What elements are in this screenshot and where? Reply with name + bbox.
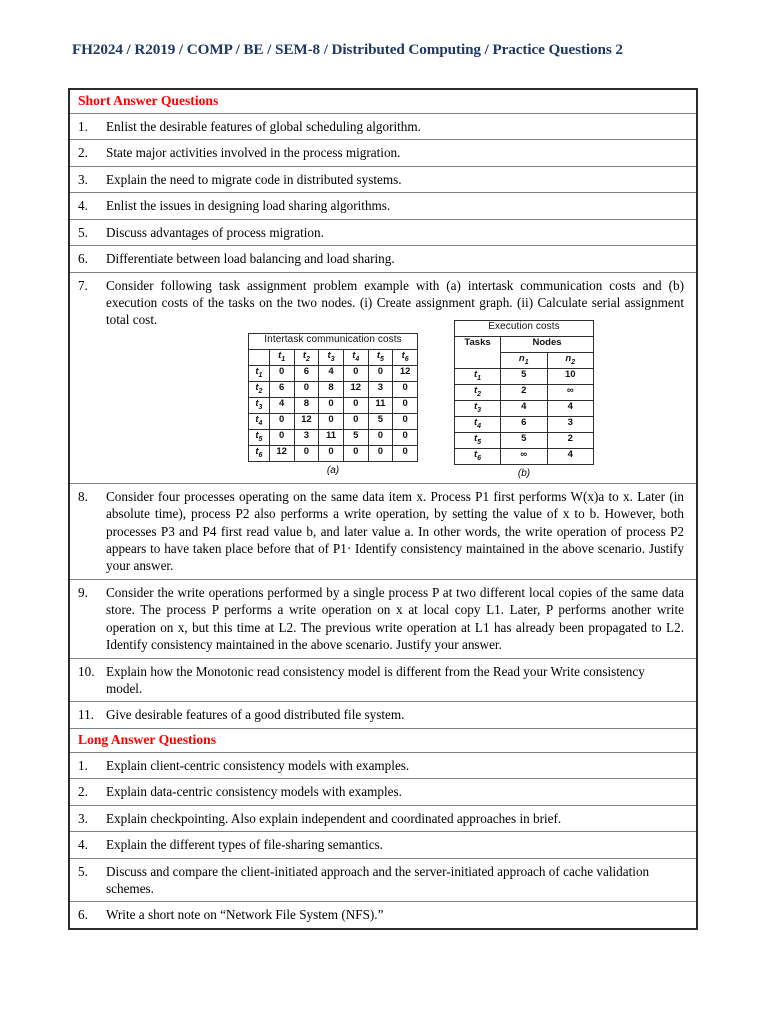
- table-row: [69, 246, 697, 272]
- cell: 0: [393, 381, 418, 397]
- question-text: Enlist the desirable features of global scheduling algorithm.: [106, 118, 421, 134]
- question-number: 11.: [78, 707, 94, 723]
- question-cell: [69, 140, 697, 166]
- cell: 5: [501, 368, 547, 384]
- cell: 0: [269, 365, 294, 381]
- table-row: [69, 752, 697, 778]
- cell: 0: [368, 429, 393, 445]
- table-row: [455, 320, 594, 336]
- table-row: [69, 140, 697, 166]
- table-row: [455, 432, 594, 448]
- table-row: [69, 658, 697, 702]
- cell: 3: [368, 381, 393, 397]
- list-item: [70, 114, 696, 139]
- question-text: Explain client-centric consistency models with examples.: [106, 757, 410, 773]
- column-header-n1: $n_1$: [501, 352, 547, 368]
- question-cell: [69, 805, 697, 831]
- table-row: [249, 413, 418, 429]
- cell: 0: [343, 397, 368, 413]
- row-label-t6: $t_6$: [249, 445, 270, 461]
- list-item: [70, 220, 696, 245]
- table-row: [249, 365, 418, 381]
- row-label-t3: $t_3$: [249, 397, 270, 413]
- table-row: [455, 336, 594, 352]
- cell: 8: [294, 397, 319, 413]
- section-heading-long-answer: Long Answer Questions: [78, 731, 216, 747]
- execution-cost-matrix: [454, 320, 594, 465]
- cell: 12: [269, 445, 294, 461]
- question-cell: [69, 702, 697, 728]
- question-cell: [69, 579, 697, 658]
- question-cell: [69, 779, 697, 805]
- list-item: [70, 806, 696, 831]
- intertask-cost-matrix: [248, 333, 418, 462]
- question-text: Write a short note on “Network File System (NFS).”: [106, 907, 384, 923]
- row-label-t4: $t_4$: [455, 416, 501, 432]
- cell: 2: [547, 432, 594, 448]
- cell: 0: [294, 445, 319, 461]
- column-header-t1: $t_1$: [269, 349, 294, 365]
- row-label-t2: $t_2$: [249, 381, 270, 397]
- question-text: Give desirable features of a good distributed file system.: [106, 707, 405, 723]
- cell: 8: [319, 381, 344, 397]
- question-number: 7.: [78, 277, 88, 293]
- cell: 0: [393, 397, 418, 413]
- row-label-t5: $t_5$: [455, 432, 501, 448]
- list-item: [70, 832, 696, 857]
- table-row: [249, 445, 418, 461]
- question-number: 9.: [78, 584, 88, 600]
- question-number: 4.: [78, 837, 88, 853]
- question-number: 3.: [78, 810, 88, 826]
- table-row: [69, 805, 697, 831]
- question-cell: [69, 113, 697, 139]
- column-header-t2: $t_2$: [294, 349, 319, 365]
- page-title: FH2024 / R2019 / COMP / BE / SEM-8 / Distributed Computing / Practice Questions 2: [72, 41, 623, 58]
- tasks-header: Tasks: [455, 336, 501, 368]
- question-text: Discuss advantages of process migration.: [106, 224, 324, 240]
- cell: 5: [501, 432, 547, 448]
- question-text: Explain data-centric consistency models with examples.: [106, 784, 402, 800]
- question-number: 4.: [78, 198, 88, 214]
- list-item: [70, 140, 696, 165]
- table-row: [455, 448, 594, 464]
- question-cell: [69, 166, 697, 192]
- table-row: [69, 89, 697, 113]
- nodes-header: Nodes: [501, 336, 594, 352]
- question-cell: [69, 902, 697, 929]
- cell: 5: [368, 413, 393, 429]
- cell: 0: [343, 365, 368, 381]
- cell: ∞: [547, 384, 594, 400]
- cell: 11: [319, 429, 344, 445]
- cell: 4: [319, 365, 344, 381]
- list-item: [70, 273, 696, 483]
- table-row: [455, 400, 594, 416]
- list-item: [70, 779, 696, 804]
- cell: 0: [393, 413, 418, 429]
- table-row: [69, 902, 697, 929]
- list-item: [70, 246, 696, 271]
- question-text: Explain how the Monotonic read consistency model is different from the Read your Write consistency model.: [106, 663, 645, 696]
- table-row: [69, 166, 697, 192]
- figure-caption-a: (a): [326, 464, 340, 476]
- table-row: [249, 381, 418, 397]
- row-label-t3: $t_3$: [455, 400, 501, 416]
- question-cell: [69, 193, 697, 219]
- cell: 6: [501, 416, 547, 432]
- cell: 12: [393, 365, 418, 381]
- list-item: [70, 484, 696, 579]
- cell: 11: [368, 397, 393, 413]
- table-row: [249, 397, 418, 413]
- cell: 0: [269, 413, 294, 429]
- question-cell: [69, 658, 697, 702]
- row-label-t5: $t_5$: [249, 429, 270, 445]
- task-assignment-figures: [106, 320, 690, 479]
- figure-execution-costs: [454, 320, 594, 479]
- cell: 0: [343, 413, 368, 429]
- question-number: 1.: [78, 118, 88, 134]
- cell: 3: [547, 416, 594, 432]
- cell: 4: [269, 397, 294, 413]
- question-number: 3.: [78, 171, 88, 187]
- cell: 0: [294, 381, 319, 397]
- question-number: 10.: [78, 663, 95, 679]
- question-number: 5.: [78, 224, 88, 240]
- cell: 6: [294, 365, 319, 381]
- question-text: Differentiate between load balancing and load sharing.: [106, 251, 395, 267]
- question-text: Enlist the issues in designing load sharing algorithms.: [106, 198, 391, 214]
- cell: 12: [294, 413, 319, 429]
- table-row: [69, 113, 697, 139]
- figure-intertask-communication-costs: [248, 333, 418, 476]
- list-item: [70, 859, 696, 902]
- question-number: 6.: [78, 251, 88, 267]
- table-row: [69, 272, 697, 483]
- cell: 4: [547, 400, 594, 416]
- list-item: [70, 580, 696, 658]
- question-number: 8.: [78, 488, 88, 504]
- cell: 6: [269, 381, 294, 397]
- table-row: [69, 728, 697, 752]
- question-number: 5.: [78, 863, 88, 879]
- section-heading-short-answer: Short Answer Questions: [78, 93, 219, 108]
- question-text: Explain checkpointing. Also explain independent and coordinated approaches in brief.: [106, 810, 562, 826]
- cell: 5: [343, 429, 368, 445]
- question-cell: [69, 483, 697, 579]
- corner-cell: [249, 349, 270, 365]
- section-header-cell: [69, 728, 697, 752]
- table-row: [69, 579, 697, 658]
- table-row: [455, 416, 594, 432]
- row-label-t2: $t_2$: [455, 384, 501, 400]
- question-cell-with-figures: [69, 272, 697, 483]
- questions-table-body: [69, 89, 697, 929]
- table-row: [69, 193, 697, 219]
- list-item: [70, 702, 696, 727]
- cell: 0: [319, 413, 344, 429]
- column-header-n2: $n_2$: [547, 352, 594, 368]
- questions-table: [68, 88, 698, 930]
- cell: 10: [547, 368, 594, 384]
- table-row: [249, 333, 418, 349]
- cell: 4: [547, 448, 594, 464]
- cell: 0: [343, 445, 368, 461]
- question-text: Explain the different types of file-sharing semantics.: [106, 837, 383, 853]
- column-header-t3: $t_3$: [319, 349, 344, 365]
- question-text: Discuss and compare the client-initiated approach and the server-initiated approach of cache validation schemes.: [106, 863, 650, 896]
- cell: 3: [294, 429, 319, 445]
- question-cell: [69, 832, 697, 858]
- question-cell: [69, 246, 697, 272]
- list-item: [70, 193, 696, 218]
- cell: 4: [501, 400, 547, 416]
- table-row: [249, 349, 418, 365]
- cell: 0: [269, 429, 294, 445]
- intertask-table-title: Intertask communication costs: [249, 333, 418, 349]
- question-text: Consider four processes operating on the same data item x. Process P1 first performs W(x)a to x. Later (in absolute time), process P2 also performs a write operation, by setting the value of x to b. However, both processes P3 and P4 first read value b, and later value a. In other words, the write operation of process P2 appears to have taken place before that of P1· Identify consistency maintained in the above scenario. Justify your answer.: [106, 488, 684, 574]
- cell: ∞: [501, 448, 547, 464]
- question-text: Consider following task assignment problem example with (a) intertask communication costs and (b) execution costs of the tasks on the two nodes. (i) Create assignment graph. (ii) Calculate serial assignment total cost.: [106, 277, 684, 328]
- execution-table-title: Execution costs: [455, 320, 594, 336]
- row-label-t6: $t_6$: [455, 448, 501, 464]
- table-row: [69, 702, 697, 728]
- cell: 0: [368, 365, 393, 381]
- table-row: [69, 858, 697, 902]
- table-row: [69, 483, 697, 579]
- cell: 0: [319, 445, 344, 461]
- table-row: [69, 219, 697, 245]
- list-item: [70, 902, 696, 927]
- table-row: [69, 779, 697, 805]
- column-header-t6: $t_6$: [393, 349, 418, 365]
- question-text: Explain the need to migrate code in distributed systems.: [106, 171, 402, 187]
- list-item: [70, 659, 696, 702]
- question-number: 2.: [78, 145, 88, 161]
- column-header-t5: $t_5$: [368, 349, 393, 365]
- section-header-cell: [69, 89, 697, 113]
- cell: 0: [319, 397, 344, 413]
- row-label-t4: $t_4$: [249, 413, 270, 429]
- figure-caption-b: (b): [517, 467, 531, 479]
- row-label-t1: $t_1$: [455, 368, 501, 384]
- table-row: [455, 368, 594, 384]
- table-row: [249, 429, 418, 445]
- column-header-t4: $t_4$: [343, 349, 368, 365]
- table-row: [69, 832, 697, 858]
- row-label-t1: $t_1$: [249, 365, 270, 381]
- question-number: 6.: [78, 907, 88, 923]
- question-number: 1.: [78, 757, 88, 773]
- question-text: State major activities involved in the process migration.: [106, 145, 401, 161]
- cell: 0: [393, 429, 418, 445]
- cell: 0: [393, 445, 418, 461]
- question-cell: [69, 858, 697, 902]
- question-number: 2.: [78, 784, 88, 800]
- cell: 0: [368, 445, 393, 461]
- cell: 12: [343, 381, 368, 397]
- list-item: [70, 167, 696, 192]
- question-cell: [69, 219, 697, 245]
- table-row: [455, 384, 594, 400]
- cell: 2: [501, 384, 547, 400]
- list-item: [70, 753, 696, 778]
- question-text: Consider the write operations performed by a single process P at two different local copies of the same data store. The process P performs a write operation on x at local copy L1. Later, P performs another write operation on x, but this time at L2. The previous write operation at L1 has already been propagated to L2. Identify consistency maintained in the above scenario. Justify your answer.: [106, 584, 684, 653]
- question-cell: [69, 752, 697, 778]
